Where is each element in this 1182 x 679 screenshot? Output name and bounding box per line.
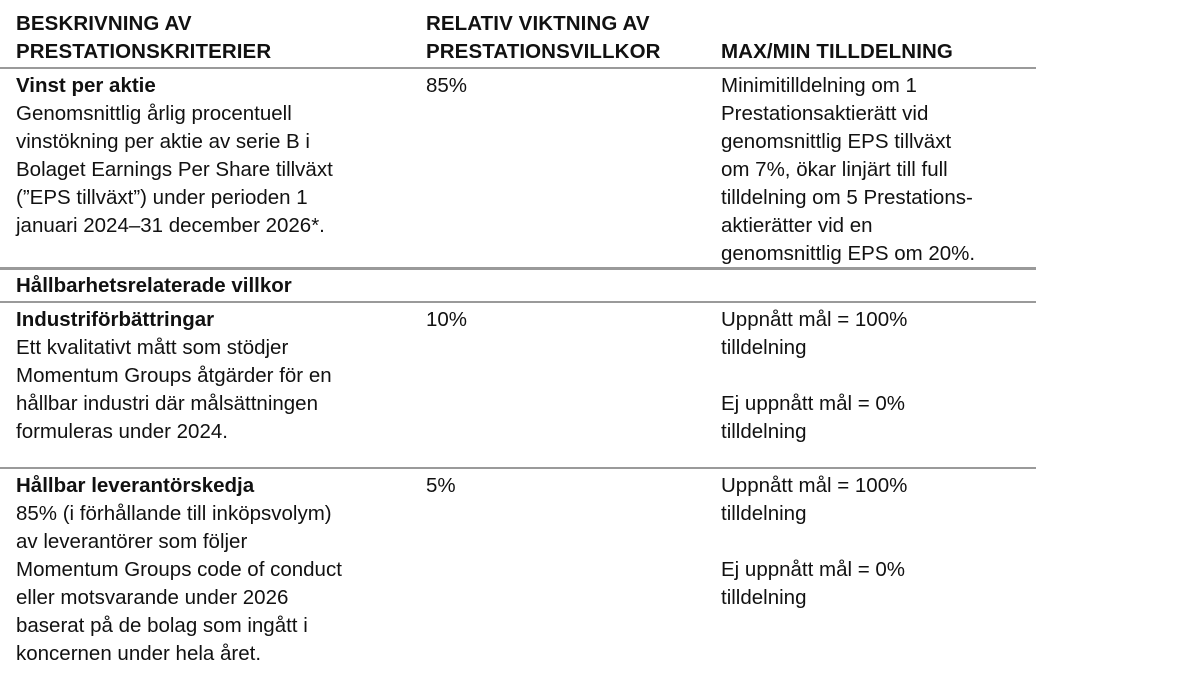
industry-description-cell: [16, 306, 411, 446]
supply-description-line: koncernen under hela året.: [16, 642, 262, 665]
industry-title: Industriförbättringar: [16, 308, 215, 331]
eps-title: Vinst per aktie: [16, 74, 156, 97]
industry-weight: 10%: [426, 308, 468, 331]
table-row: [0, 469, 1036, 679]
industry-allocation-cell: [721, 306, 1031, 446]
eps-description-line: Genomsnittlig årlig procentuell: [16, 102, 292, 125]
supply-description-line: av leverantörer som följer: [16, 530, 248, 553]
industry-achieved-line1: Uppnått mål = 100%: [721, 308, 908, 331]
header-weight-line2: PRESTATIONSVILLKOR: [426, 40, 661, 63]
header-allocation: MAX/MIN TILLDELNING: [721, 40, 953, 63]
table-header-row: [0, 0, 1036, 69]
eps-allocation-line: genomsnittlig EPS tillväxt: [721, 130, 952, 153]
supply-description-line: Momentum Groups code of conduct: [16, 558, 342, 581]
supply-description-line: baserat på de bolag som ingått i: [16, 614, 308, 637]
supply-not-achieved-line1: Ej uppnått mål = 0%: [721, 558, 906, 581]
header-description-line1: BESKRIVNING AV: [16, 12, 192, 35]
industry-achieved-line2: tilldelning: [721, 336, 807, 359]
header-weight: [426, 10, 716, 66]
eps-description-line: januari 2024–31 december 2026*.: [16, 214, 325, 237]
supply-achieved-line1: Uppnått mål = 100%: [721, 474, 908, 497]
table-row: [0, 303, 1036, 469]
supply-title: Hållbar leverantörskedja: [16, 474, 255, 497]
supply-description-line: 85% (i förhållande till inköpsvolym): [16, 502, 332, 525]
header-description: [16, 10, 411, 66]
industry-description-line: hållbar industri där målsättningen: [16, 392, 318, 415]
table-row: [0, 69, 1036, 270]
industry-description-line: Ett kvalitativt mått som stödjer: [16, 336, 289, 359]
eps-weight: 85%: [426, 74, 468, 97]
eps-description-cell: [16, 72, 411, 240]
header-weight-line1: RELATIV VIKTNING AV: [426, 12, 650, 35]
eps-description-line: Bolaget Earnings Per Share tillväxt: [16, 158, 333, 181]
supply-achieved-line2: tilldelning: [721, 502, 807, 525]
supply-description-cell: [16, 472, 411, 668]
supply-not-achieved-line2: tilldelning: [721, 586, 807, 609]
eps-allocation-line: genomsnittlig EPS om 20%.: [721, 242, 976, 265]
industry-not-achieved-line2: tilldelning: [721, 420, 807, 443]
sustainability-heading: Hållbarhetsrelaterade villkor: [16, 274, 292, 297]
section-heading-row: [0, 270, 1036, 303]
eps-description-line: vinstökning per aktie av serie B i: [16, 130, 310, 153]
industry-not-achieved-line1: Ej uppnått mål = 0%: [721, 392, 906, 415]
eps-allocation-line: om 7%, ökar linjärt till full: [721, 158, 948, 181]
eps-allocation-line: Prestationsaktierätt vid: [721, 102, 929, 125]
header-description-line2: PRESTATIONSKRITERIER: [16, 40, 272, 63]
eps-allocation-cell: [721, 72, 1031, 268]
eps-allocation-line: aktierätter vid en: [721, 214, 873, 237]
eps-allocation-line: Minimitilldelning om 1: [721, 74, 917, 97]
industry-description-line: Momentum Groups åtgärder för en: [16, 364, 332, 387]
supply-description-line: eller motsvarande under 2026: [16, 586, 289, 609]
eps-allocation-line: tilldelning om 5 Prestations-: [721, 186, 973, 209]
supply-weight: 5%: [426, 474, 456, 497]
eps-description-line: (”EPS tillväxt”) under perioden 1: [16, 186, 308, 209]
industry-description-line: formuleras under 2024.: [16, 420, 228, 443]
supply-allocation-cell: [721, 472, 1031, 612]
